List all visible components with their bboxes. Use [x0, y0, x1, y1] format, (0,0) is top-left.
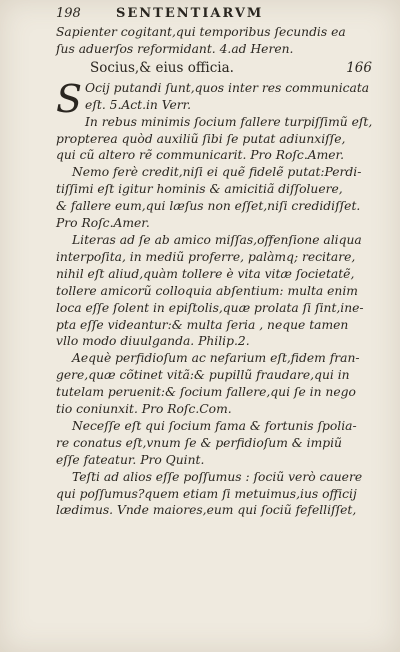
text-line: Teſti ad alios eſſe poſſumus : ſociũ verò cauere [72, 469, 363, 484]
text-line: & fallere eum,qui læſus non eſſet,niſi credidiſſet. [56, 199, 361, 214]
text-line: eſt. 5.Act.in Verr. [85, 97, 192, 112]
text-line: nihil eſt aliud,quàm tollere è vita vitæ ſocietatẽ, [56, 266, 355, 281]
body-text [56, 114, 380, 520]
text-line: loca eſſe ſolent in epiſtolis,quæ prolata ſi ſint,ine- [56, 300, 364, 315]
text-line: tollere amicorũ colloquia abſentium: multa enim [56, 283, 358, 298]
text-line: gere,quæ cõtinet vitã:& pupillũ fraudare,qui in [56, 368, 350, 383]
text-line: Literas ad ſe ab amico miſſas,offenſione aliqua [72, 232, 362, 247]
page-number: 198 [56, 6, 81, 21]
text-line: ſus aduerſos reformidant. 4.ad Heren. [56, 41, 294, 56]
drop-initial: S [56, 76, 83, 121]
text-line: qui cũ altero rẽ communicarit. Pro Roſc.Amer. [56, 148, 344, 163]
text-line: Sapienter cogitant,qui temporibus ſecundis ea [56, 25, 346, 39]
text-line: re conatus eſt,vnum ſe & perfidioſum & impiũ [56, 435, 342, 450]
text-line: tutelam peruenit:& ſocium fallere,qui ſe in nego [56, 385, 356, 400]
text-block [56, 4, 380, 519]
text-line: Aequè perfidioſum ac nefarium eſt,fidem fran- [72, 351, 360, 366]
text-line: lædimus. Vnde maiores,eum qui ſociũ fefelliſſet, [56, 503, 357, 518]
section-title: Socius,& eius officia. [90, 59, 234, 76]
text-line: Neceſſe eſt qui ſocium fama & fortunis ſpolia- [72, 418, 357, 433]
section-number: 166 [346, 59, 372, 76]
first-paragraph [56, 76, 380, 121]
text-line: pta eſſe videantur:& multa ſeria , neque tamen [56, 317, 349, 332]
text-line: tio coniunxit. Pro Roſc.Com. [56, 402, 232, 417]
text-line: In rebus minimis ſocium fallere turpiſſimũ eſt, [85, 114, 373, 129]
text-line: tiſſimi eſt igitur hominis & amicitiã diſſoluere, [56, 182, 343, 197]
text-line: Ocij putandi ſunt,quos inter res communicata [85, 80, 370, 95]
text-line: Nemo ferè credit,niſi ei quẽ fidelẽ putat:Perdi- [72, 165, 362, 180]
text-line: interpoſita, in mediũ proferre, palàmq; recitare, [56, 249, 356, 264]
section-heading [56, 60, 380, 80]
page-header [56, 4, 380, 24]
text-line: vllo modo diuulganda. Philip.2. [56, 334, 250, 349]
text-line: qui poſſumus?quem etiam ſi metuimus,ius officij [56, 486, 357, 501]
running-title: SENTENTIARVM [116, 6, 264, 21]
text-line: Pro Roſc.Amer. [56, 216, 150, 231]
text-line: propterea quòd auxiliũ ſibi ſe putat adiunxiſſe, [56, 131, 346, 146]
text-line: eſſe fateatur. Pro Quint. [56, 452, 205, 467]
